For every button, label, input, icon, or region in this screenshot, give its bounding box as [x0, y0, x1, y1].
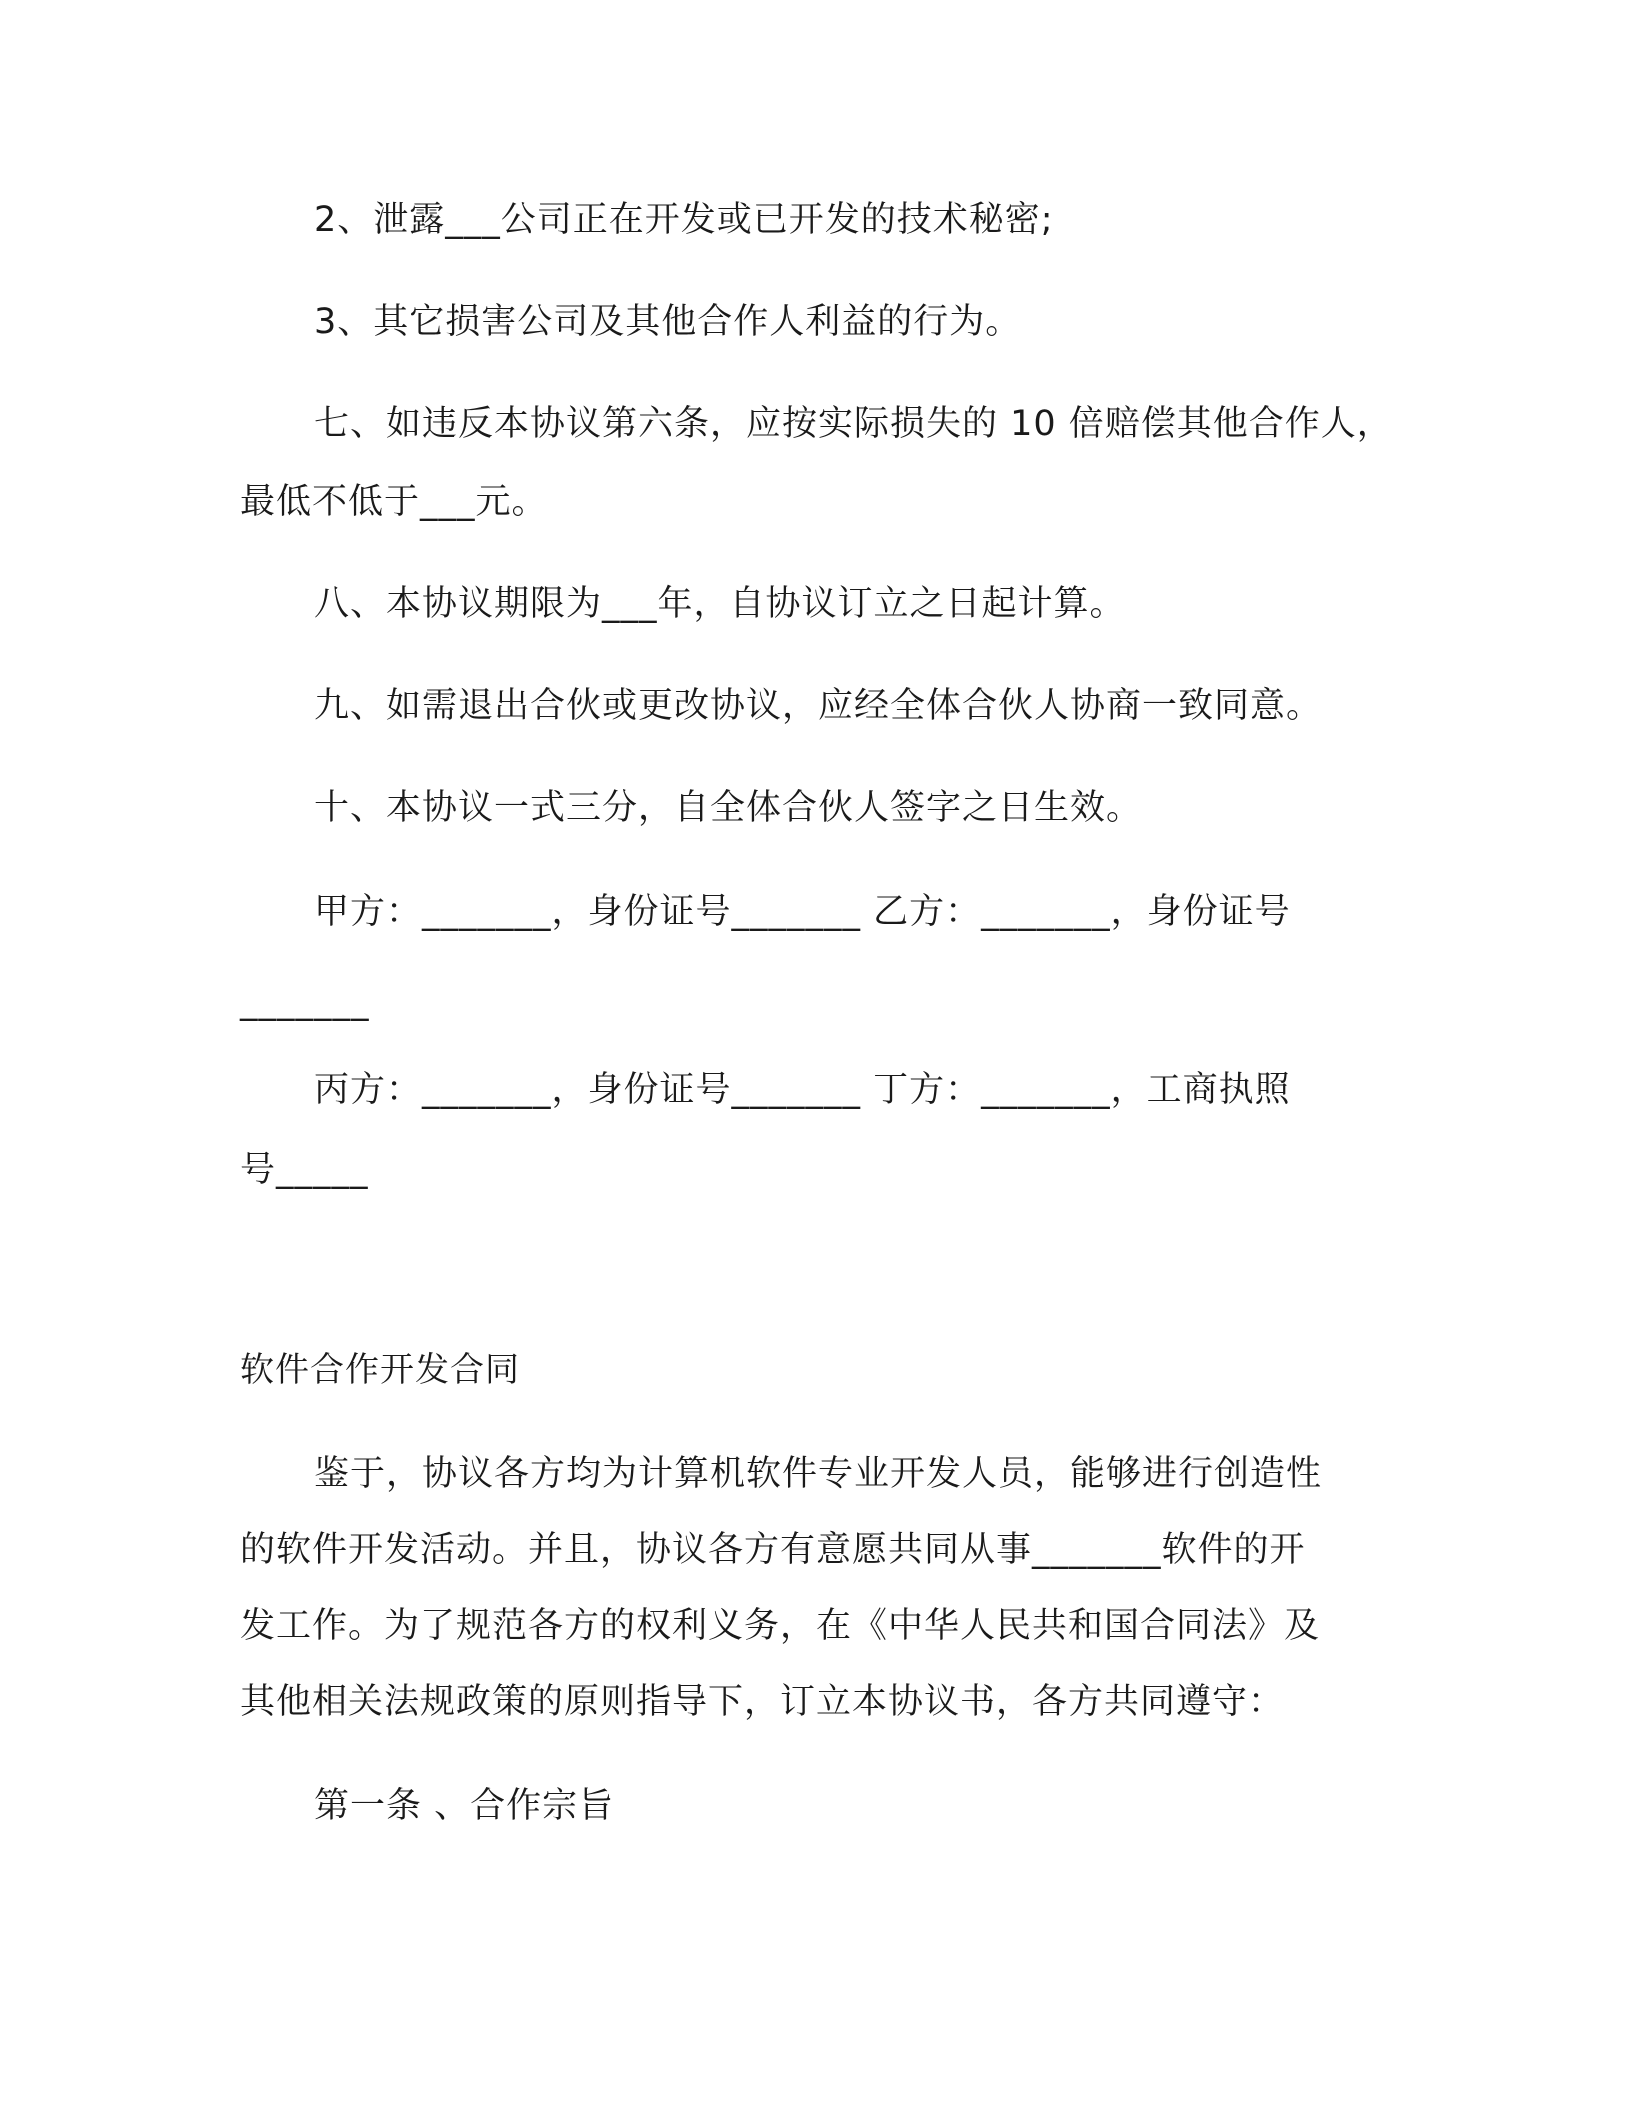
preamble-line-1: 鉴于，协议各方均为计算机软件专业开发人员，能够进行创造性: [314, 1454, 1323, 1494]
item-3-other-harm: 3、其它损害公司及其他合作人利益的行为。: [314, 302, 1022, 342]
item-2-disclosure: 2、泄露___公司正在开发或已开发的技术秘密;: [314, 200, 1054, 240]
preamble-line-3: 发工作。为了规范各方的权利义务，在《中华人民共和国合同法》及: [240, 1606, 1321, 1646]
clause-7-line-1: 七、如违反本协议第六条，应按实际损失的 10 倍赔偿其他合作人，: [314, 404, 1393, 444]
signature-ab-line-1: 甲方：_______，身份证号_______ 乙方：_______，身份证号: [314, 892, 1291, 932]
preamble-line-2: 的软件开发活动。并且，协议各方有意愿共同从事_______软件的开: [240, 1530, 1306, 1570]
article-1-heading: 第一条 、合作宗旨: [314, 1786, 615, 1826]
signature-cd-line-2: 号_____: [240, 1150, 369, 1190]
preamble-line-4: 其他相关法规政策的原则指导下，订立本协议书，各方共同遵守：: [240, 1682, 1285, 1722]
clause-10-copies: 十、本协议一式三分，自全体合伙人签字之日生效。: [314, 788, 1143, 828]
signature-cd-line-1: 丙方：_______，身份证号_______ 丁方：_______，工商执照: [314, 1070, 1291, 1110]
contract-title: 软件合作开发合同: [240, 1350, 520, 1390]
clause-8-term: 八、本协议期限为___年，自协议订立之日起计算。: [314, 584, 1126, 624]
signature-ab-line-2: _______: [240, 982, 370, 1022]
clause-9-withdrawal: 九、如需退出合伙或更改协议，应经全体合伙人协商一致同意。: [314, 686, 1323, 726]
clause-7-line-2: 最低不低于___元。: [240, 482, 548, 522]
